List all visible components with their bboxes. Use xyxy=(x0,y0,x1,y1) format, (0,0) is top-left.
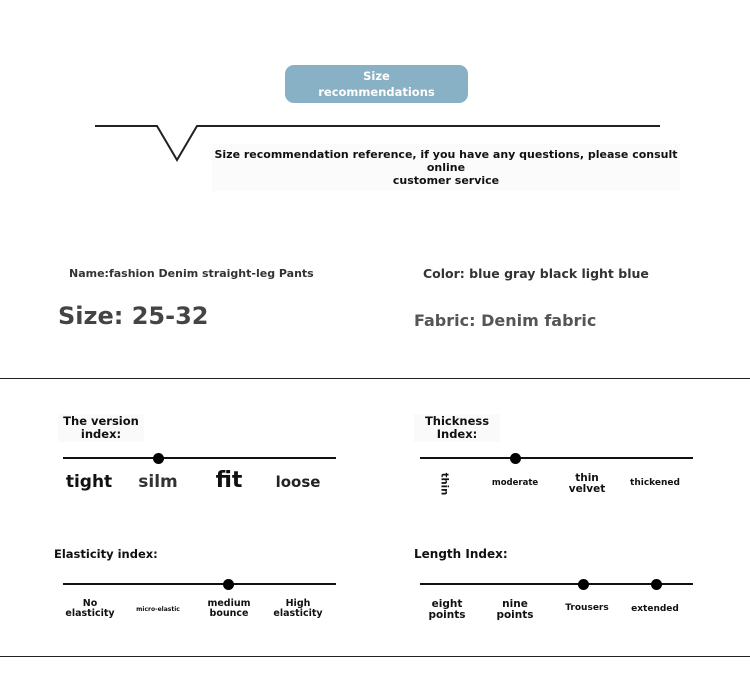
product-fabric: Fabric: Denim fabric xyxy=(414,311,597,330)
elasticity-index-title: Elasticity index: xyxy=(54,547,158,561)
thickness-option-thin-velvet: thin velvet xyxy=(568,472,606,496)
length-index-title: Length Index: xyxy=(414,547,508,561)
size-notice xyxy=(212,144,680,191)
version-option-tight: tight xyxy=(65,472,113,492)
length-option-extended: extended xyxy=(631,604,679,614)
product-name: Name:fashion Denim straight-leg Pants xyxy=(69,267,314,280)
thickness-index-track xyxy=(420,457,693,459)
elasticity-option-no: No elasticity xyxy=(65,598,115,619)
elasticity-option-medium: medium bounce xyxy=(207,598,251,619)
version-title-line-1: The version xyxy=(63,414,139,428)
length-index-marker-extended xyxy=(651,579,662,590)
length-index-marker-trousers xyxy=(578,579,589,590)
version-option-silm: silm xyxy=(138,472,178,492)
thickness-option-thin: thin xyxy=(438,472,450,496)
thickness-title-line-1: Thickness xyxy=(424,414,490,428)
version-index-track xyxy=(63,457,336,459)
elasticity-option-micro: micro-elastic xyxy=(136,606,180,613)
section-divider-top xyxy=(0,378,750,379)
thickness-index-title xyxy=(414,414,500,442)
length-option-trousers: Trousers xyxy=(565,603,609,613)
product-size: Size: 25-32 xyxy=(58,302,209,330)
thickness-index-marker xyxy=(510,453,521,464)
button-line-2: recommendations xyxy=(318,85,435,99)
section-divider-bottom xyxy=(0,656,750,657)
elasticity-option-high: High elasticity xyxy=(273,598,323,619)
elasticity-index-marker xyxy=(223,579,234,590)
thickness-option-thin-wrap xyxy=(436,472,452,497)
button-line-1: Size xyxy=(363,69,390,83)
version-option-fit: fit xyxy=(215,468,243,493)
length-option-nine-points: nine points xyxy=(496,598,534,622)
length-option-eight-points: eight points xyxy=(428,598,466,622)
thickness-option-moderate: moderate xyxy=(491,478,539,488)
product-color: Color: blue gray black light blue xyxy=(423,266,649,281)
elasticity-index-track xyxy=(63,583,336,585)
notice-line-2: customer service xyxy=(392,174,500,187)
version-option-loose: loose xyxy=(275,473,321,491)
version-index-marker xyxy=(153,453,164,464)
version-index-title xyxy=(58,414,144,442)
thickness-option-thickened: thickened xyxy=(630,478,680,488)
thickness-title-line-2: Index: xyxy=(436,427,478,441)
notice-line-1: Size recommendation reference, if you have any questions, please consult online xyxy=(214,148,678,174)
version-title-line-2: index: xyxy=(80,427,122,441)
